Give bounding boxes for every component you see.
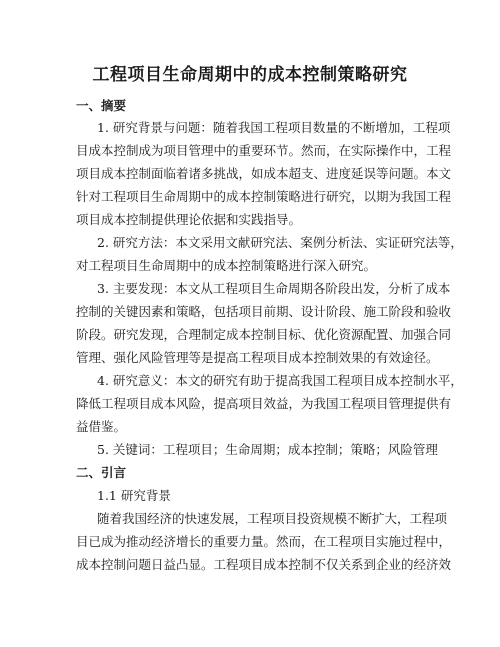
- subsection-heading-background: 1.1 研究背景: [97, 488, 171, 503]
- paragraph-line: 成本控制问题日益凸显。工程项目成本控制不仅关系到企业的经济效: [76, 557, 452, 572]
- paragraph-line: 4. 研究意义：本文的研究有助于提高我国工程项目成本控制水平，: [97, 373, 463, 388]
- paragraph-line: 随着我国经济的快速发展，工程项目投资规模不断扩大，工程项: [97, 511, 448, 526]
- paragraph-line: 目已成为推动经济增长的重要力量。然而，在工程项目实施过程中，: [76, 534, 452, 549]
- paragraph-line: 2. 研究方法：本文采用文献研究法、案例分析法、实证研究法等，: [97, 235, 463, 250]
- section-heading-introduction: 二、引言: [76, 465, 127, 480]
- paragraph-line: 降低工程项目成本风险，提高项目效益，为我国工程项目管理提供有: [76, 396, 452, 411]
- paragraph-line: 项目成本控制面临着诸多挑战，如成本超支、进度延误等问题。本文: [76, 166, 452, 181]
- paragraph-line: 3. 主要发现：本文从工程项目生命周期各阶段出发，分析了成本: [97, 281, 451, 296]
- document-title: 工程项目生命周期中的成本控制策略研究: [92, 65, 408, 85]
- paragraph-line: 项目成本控制提供理论依据和实践指导。: [76, 212, 302, 227]
- paragraph-line: 阶段。研究发现，合理制定成本控制目标、优化资源配置、加强合同: [76, 327, 452, 342]
- paragraph-line: 针对工程项目生命周期中的成本控制策略进行研究，以期为我国工程: [76, 189, 452, 204]
- paragraph-line: 1. 研究背景与问题：随着我国工程项目数量的不断增加，工程项: [97, 120, 451, 135]
- paragraph-line: 控制的关键因素和策略，包括项目前期、设计阶段、施工阶段和验收: [76, 304, 452, 319]
- keywords-line: 5. 关键词：工程项目；生命周期；成本控制；策略；风险管理: [97, 442, 438, 457]
- paragraph-line: 目成本控制成为项目管理中的重要环节。然而，在实际操作中，工程: [76, 143, 452, 158]
- paragraph-line: 管理、强化风险管理等是提高工程项目成本控制效果的有效途径。: [76, 350, 439, 365]
- paragraph-line: 对工程项目生命周期中的成本控制策略进行深入研究。: [76, 258, 377, 273]
- section-heading-abstract: 一、摘要: [76, 98, 127, 113]
- paragraph-line: 益借鉴。: [76, 419, 127, 434]
